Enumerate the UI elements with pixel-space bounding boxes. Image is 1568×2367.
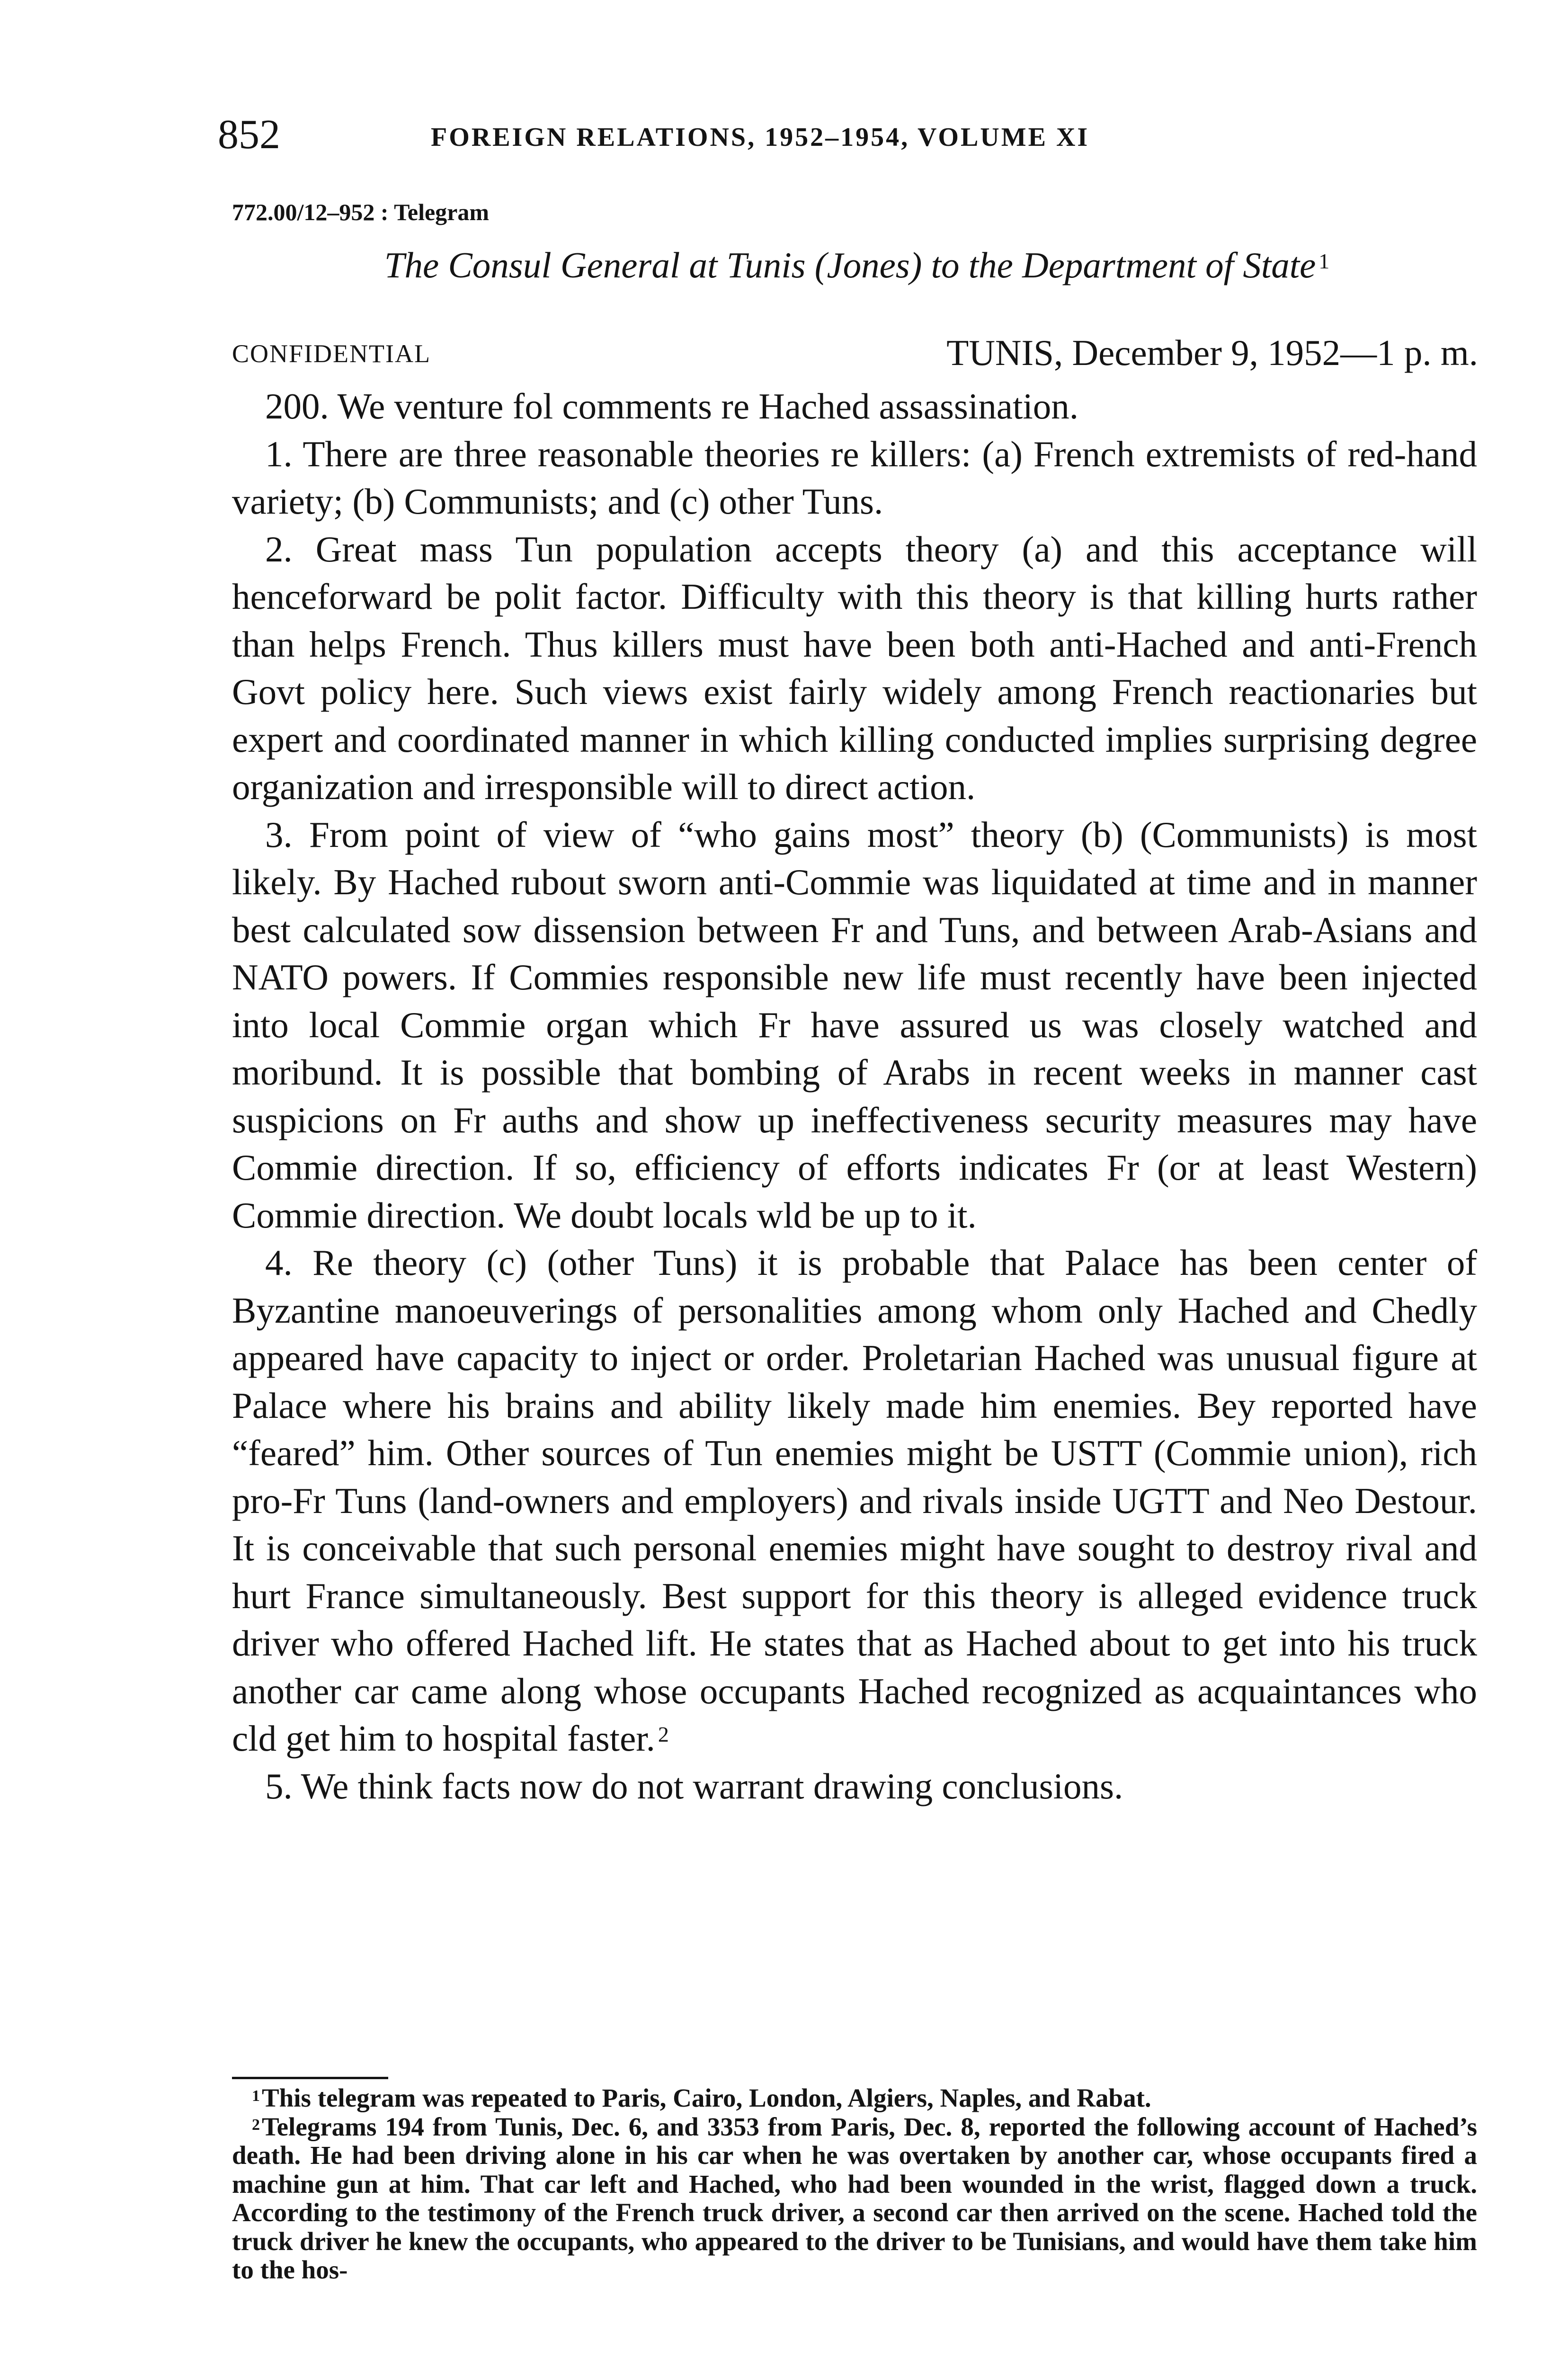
footnote-1-mark: 1: [252, 2087, 260, 2105]
dateline: TUNIS, December 9, 1952—1 p. m.: [946, 332, 1478, 373]
telegram-body: [232, 383, 1477, 1810]
title-footnote-mark: 1: [1319, 249, 1330, 273]
paragraph-3: 3. From point of view of “who gains most” theory (b) (Communists) is most likely. By Hached rubout sworn anti-Commie was liquidated at time and in manner best calculated sow dissension between Fr and Tuns, and between Arab-Asians and NATO powers. If Commies responsible new life must recently have been injected into local Commie organ which Fr have assured us was closely watched and moribund. It is possible that bombing of Arabs in recent weeks in manner cast suspicions on Fr auths and show up ineffectiveness security measures may have Commie direction. If so, efficiency of efforts indicates Fr (or at least Western) Commie direction. We doubt locals wld be up to it.: [232, 814, 1477, 1236]
footnotes: [232, 2084, 1477, 2285]
footnote-1-text: This telegram was repeated to Paris, Cairo, London, Algiers, Naples, and Rabat.: [262, 2083, 1151, 2112]
paragraph-intro: 200. We venture fol comments re Hached assassination.: [265, 386, 1078, 427]
paragraph-4: [232, 1239, 1477, 1762]
footnote-2-text: Telegrams 194 from Tunis, Dec. 6, and 3353 from Paris, Dec. 8, reported the following account of Hached’s death. He had been driving alone in his car when he was overtaken by another car, whose occupants fired a machine gun at him. That car left and Hached, who had been wounded in the wrist, flagged down a truck. According to the testimony of the French truck driver, a second car then arrived on the scene. Hached told the truck driver he knew the occupants, who appeared to the driver to be Tunisians, and would have them take him to the hos-: [232, 2112, 1477, 2284]
paragraph-2: 2. Great mass Tun population accepts theory (a) and this acceptance will henceforward be polit factor. Difficulty with this theory is that killing hurts rather than helps French. Thus killers must have been both anti-Hached and anti-French Govt policy here. Such views exist fairly widely among French reactionaries but expert and coordinated manner in which killing conducted implies surprising degree organization and irresponsible will to direct action.: [232, 528, 1477, 807]
paragraph-4-text: 4. Re theory (c) (other Tuns) it is probable that Palace has been center of Byzantine manoeuverings of personalities among whom only Hached and Chedly appeared have capacity to inject or order. Proletarian Hached was unusual figure at Palace where his brains and ability likely made him enemies. Bey reported have “feared” him. Other sources of Tun enemies might be USTT (Commie union), rich pro-Fr Tuns (land-owners and employers) and rivals inside UGTT and Neo Destour. It is conceivable that such personal enemies might have sought to destroy rival and hurt France simultaneously. Best support for this theory is alleged evidence truck driver who offered Hached lift. He states that as Hached about to get into his truck another car came along whose occupants Hached recognized as acquaintances who cld get him to hospital faster.: [232, 1242, 1477, 1759]
paragraph-4-footnote-mark: 2: [658, 1722, 669, 1746]
paragraph-5: 5. We think facts now do not warrant drawing conclusions.: [265, 1765, 1123, 1806]
paragraph-1: 1. There are three reasonable theories re killers: (a) French extremists of red-hand variety; (b) Communists; and (c) other Tuns.: [232, 433, 1477, 522]
running-head: [218, 107, 1482, 159]
footnote-2-mark: 2: [252, 2116, 260, 2134]
file-number: 772.00/12–952 : Telegram: [232, 199, 490, 225]
document-title: [232, 241, 1482, 289]
footnote-2: [232, 2113, 1477, 2285]
footnote-divider: [232, 2077, 388, 2079]
page-number: 852: [218, 112, 280, 158]
classification-label: CONFIDENTIAL: [232, 339, 431, 368]
document-title-text: The Consul General at Tunis (Jones) to the Department of State: [384, 245, 1316, 285]
footnote-1: [232, 2084, 1477, 2113]
series-title: FOREIGN RELATIONS, 1952–1954, VOLUME XI: [431, 123, 1090, 152]
